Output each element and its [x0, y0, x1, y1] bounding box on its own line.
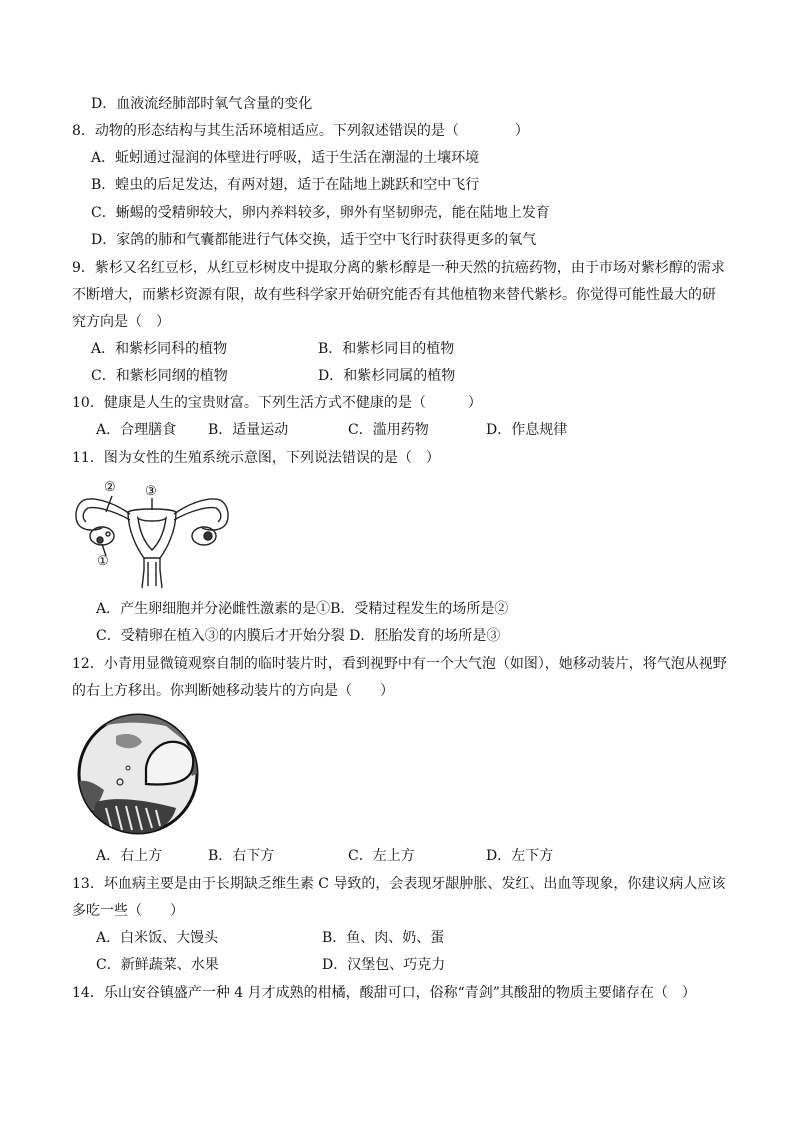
q8-option-c: C．蜥蜴的受精卵较大，卵内养料较多，卵外有坚韧卵壳，能在陆地上发育	[91, 205, 550, 221]
female-reproductive-system-figure	[72, 478, 232, 590]
q8-stem: 8．动物的形态结构与其生活环境相适应。下列叙述错误的是（ ）	[72, 123, 529, 139]
q13-option-c: C．新鲜蔬菜、水果	[96, 957, 219, 973]
q7-option-d: D．血液流经肺部时氧气含量的变化	[91, 96, 313, 112]
figure-label-2: ②	[104, 480, 116, 495]
q10-option-b: B．适量运动	[208, 422, 289, 438]
q14-stem: 14．乐山安谷镇盛产一种 4 月才成熟的柑橘，酸甜可口，俗称“青剑”其酸甜的物质主要储存在（ ）	[72, 985, 696, 1001]
figure-label-1: ①	[97, 554, 109, 569]
q10-option-c: C．滥用药物	[348, 422, 429, 438]
q10-option-d: D．作息规律	[486, 422, 568, 438]
q9-option-b: B．和紫杉同目的植物	[318, 341, 455, 357]
q13-option-a: A．白米饭、大馒头	[96, 930, 219, 946]
q13-option-d: D．汉堡包、巧克力	[322, 957, 446, 973]
q9-stem-line-1: 9．紫杉又名红豆杉，从红豆杉树皮中提取分离的紫杉醇是一种天然的抗癌药物，由于市场对紫杉醇的需求	[72, 260, 725, 276]
q8-option-a: A．蚯蚓通过湿润的体壁进行呼吸，适于生活在潮湿的土壤环境	[91, 150, 480, 166]
q13-stem-line-1: 13．坏血病主要是由于长期缺乏维生素 C 导致的，会表现牙龈肿胀、发红、出血等现象，你建议病人应该	[72, 876, 726, 892]
q13-stem-line-2: 多吃一些（ ）	[72, 903, 184, 919]
microscope-field-figure	[76, 712, 200, 836]
q12-stem-line-1: 12．小青用显微镜观察自制的临时装片时，看到视野中有一个大气泡（如图），她移动装片，将气泡从视野	[72, 656, 727, 672]
q9-option-c: C．和紫杉同纲的植物	[91, 368, 228, 384]
q12-option-c: C．左上方	[348, 848, 415, 864]
q10-stem: 10．健康是人生的宝贵财富。下列生活方式不健康的是（ ）	[72, 395, 482, 411]
microscope-view-diagram	[76, 712, 200, 836]
q9-stem-line-2: 不断增大，而紫杉资源有限，故有些科学家开始研究能否有其他植物来替代紫杉。你觉得可能性最大的研	[72, 287, 716, 303]
q11-stem: 11．图为女性的生殖系统示意图，下列说法错误的是（ ）	[72, 450, 440, 466]
q12-stem-line-2: 的右上方移出。你判断她移动装片的方向是（ ）	[72, 683, 394, 699]
q11-options-line-1: A．产生卵细胞并分泌雌性激素的是①B．受精过程发生的场所是②	[96, 601, 509, 617]
q13-option-b: B．鱼、肉、奶、蛋	[322, 930, 445, 946]
q9-option-a: A．和紫杉同科的植物	[91, 341, 228, 357]
q9-option-d: D．和紫杉同属的植物	[318, 368, 456, 384]
q8-option-b: B．蝗虫的后足发达，有两对翅，适于在陆地上跳跃和空中飞行	[91, 177, 480, 193]
q12-option-a: A．右上方	[96, 848, 163, 864]
q10-option-a: A．合理膳食	[96, 422, 177, 438]
q12-option-b: B．右下方	[208, 848, 275, 864]
figure-label-3: ③	[145, 484, 157, 499]
q11-options-line-2: C．受精卵在植入③的内膜后才开始分裂 D．胚胎发育的场所是③	[96, 628, 501, 644]
q12-option-d: D．左下方	[486, 848, 554, 864]
q8-option-d: D．家鸽的肺和气囊都能进行气体交换，适于空中飞行时获得更多的氧气	[91, 232, 537, 248]
q9-stem-line-3: 究方向是（ ）	[72, 314, 170, 330]
